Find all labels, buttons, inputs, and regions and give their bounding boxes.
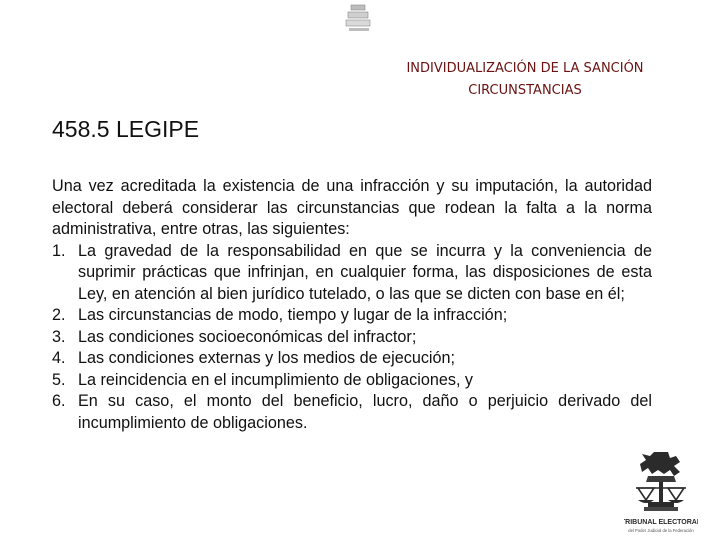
tribunal-electoral-seal-icon [624, 448, 698, 538]
list-number: 1. [52, 241, 66, 260]
list-text: Las condiciones externas y los medios de ejecución; [78, 349, 456, 367]
list-number: 3. [52, 327, 66, 346]
article-body [52, 176, 652, 434]
list-item [52, 305, 652, 327]
list-item [52, 327, 652, 349]
svg-text:del Poder Judicial de la Feder: del Poder Judicial de la Federación [628, 528, 694, 533]
intro-paragraph: Una vez acreditada la existencia de una infracción y su imputación, la autoridad electoral deberá considerar las circunstancias que rodean la falta a la norma administrativa, entre otras, las siguientes: [52, 177, 652, 238]
list-item [52, 241, 652, 306]
list-number: 4. [52, 349, 66, 367]
list-text: Las circunstancias de modo, tiempo y lugar de la infracción; [78, 306, 508, 324]
list-item [52, 370, 652, 392]
list-text: La gravedad de la responsabilidad en que se incurra y la conveniencia de suprimir prácticas que infrinjan, en cualquier forma, las disposiciones de esta Ley, en atención al bien jurídico tutelado, o las que se dicten con base en él; [78, 241, 652, 303]
svg-text:TRIBUNAL ELECTORAL: TRIBUNAL ELECTORAL [624, 519, 698, 526]
list-text: Las condiciones socioeconómicas del infractor; [78, 327, 417, 346]
list-text: La reincidencia en el incumplimiento de obligaciones, y [78, 370, 474, 389]
heading-line-1: INDIVIDUALIZACIÓN DE LA SANCIÓN [406, 61, 644, 76]
list-number: 6. [52, 392, 66, 410]
circumstances-list [52, 241, 652, 435]
slide-heading [360, 58, 690, 102]
list-item [52, 391, 652, 434]
list-number: 2. [52, 306, 66, 324]
list-text: En su caso, el monto del beneficio, lucro, daño o perjuicio derivado del incumplimiento de obligaciones. [78, 392, 652, 432]
header-logo-icon [343, 2, 375, 34]
list-item [52, 348, 652, 370]
list-number: 5. [52, 370, 66, 389]
heading-line-2: CIRCUNSTANCIAS [468, 83, 582, 98]
article-title: 458.5 LEGIPE [52, 116, 200, 142]
